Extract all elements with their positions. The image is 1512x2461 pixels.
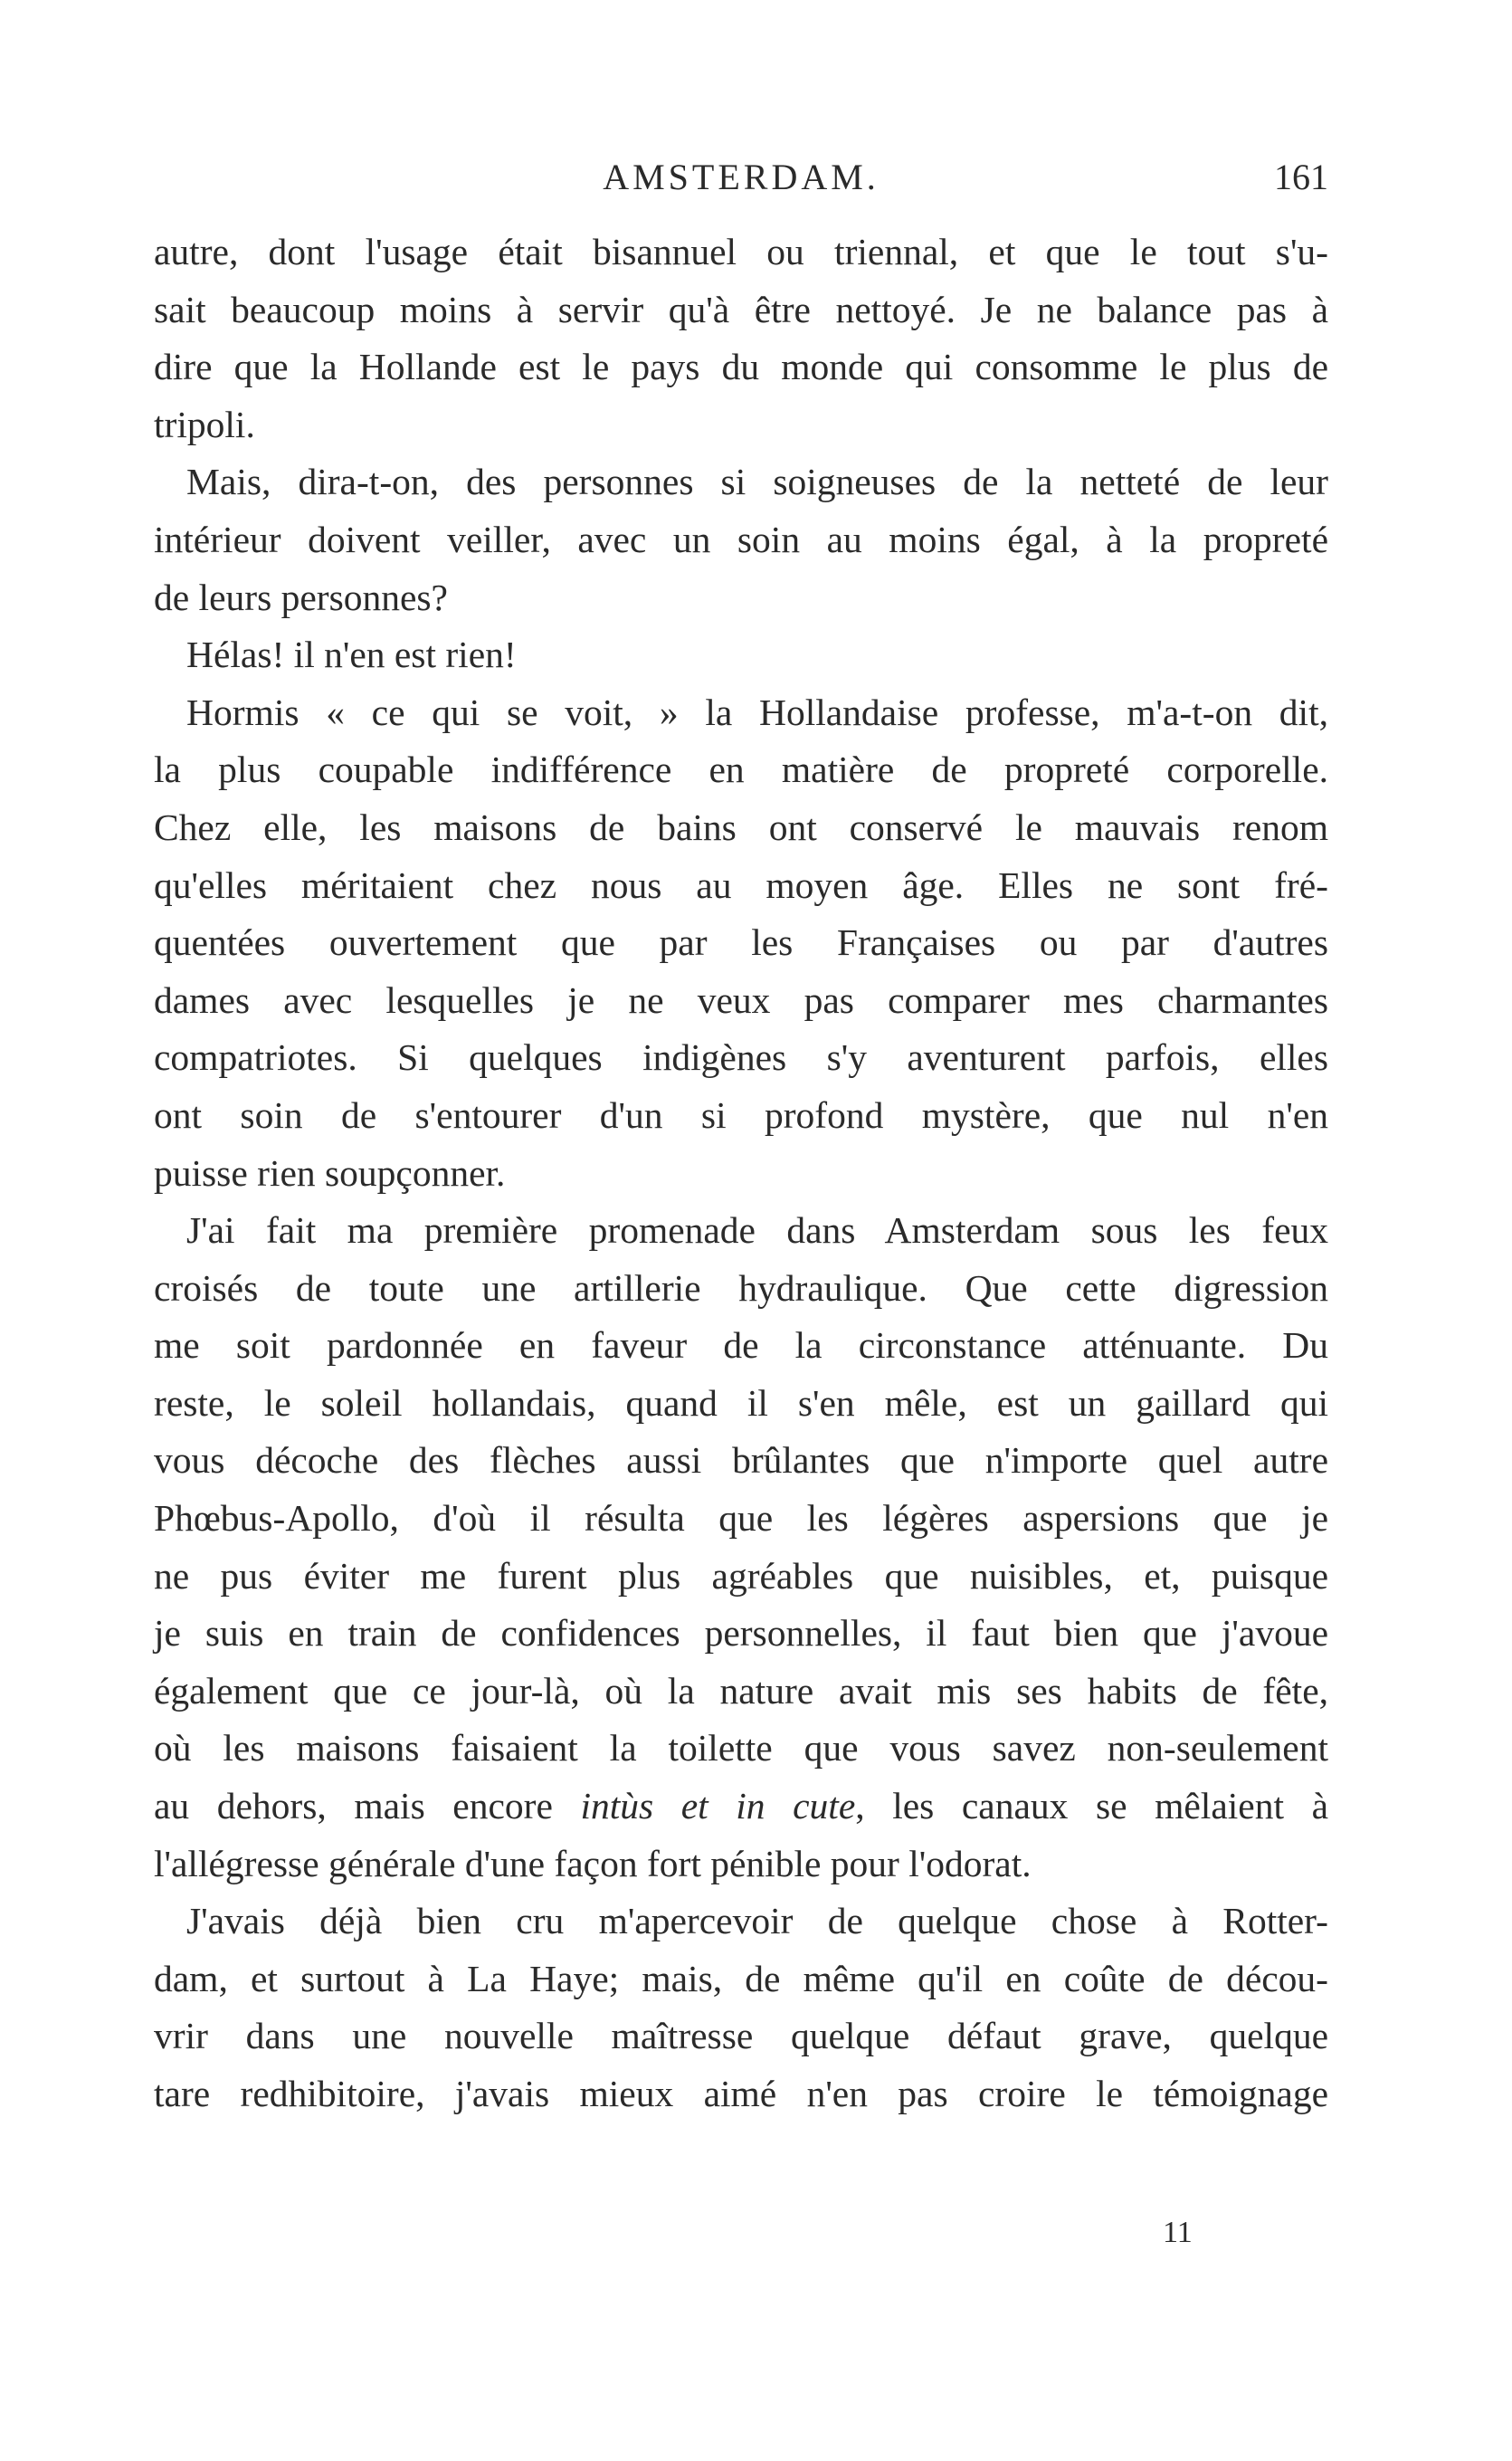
text-line: dam, et surtout à La Haye; mais, de même qu'il en coûte de décou- [154,1957,1328,1999]
text-line: l'allégresse générale d'une façon fort pénible pour l'odorat. [154,1842,1032,1884]
text-line: autre, dont l'usage était bisannuel ou triennal, et que le tout s'u- [154,231,1328,272]
running-head [154,156,1328,210]
text-line: puisse rien soupçonner. [154,1151,506,1194]
text-line: la plus coupable indifférence en matière de propreté corporelle. [154,749,1328,791]
text-line: intérieur doivent veiller, avec un soin au moins égal, à la propreté [154,518,1328,560]
text-line: Hormis « ce qui se voit, » la Hollandaise professe, m'a-t-on dit, [186,691,1328,733]
text-line: vrir dans une nouvelle maîtresse quelque défaut grave, quelque [154,2015,1328,2057]
text-line: quentées ouvertement que par les Françaises ou par d'autres [154,921,1328,964]
text-line: reste, le soleil hollandais, quand il s'en mêle, est un gaillard qui [154,1381,1328,1424]
page-number: 161 [1274,157,1328,197]
text-line: sait beaucoup moins à servir qu'à être nettoyé. Je ne balance pas à [154,288,1328,330]
text-line: Mais, dira-t-on, des personnes si soigneuses de la netteté de leur [186,461,1328,503]
text-line: au dehors, mais encore intùs et in cute, les canaux se mêlaient à [154,1785,1328,1827]
text-line: de leurs personnes? [154,576,448,618]
text-line: compatriotes. Si quelques indigènes s'y aventurent parfois, elles [154,1036,1328,1079]
text-line: où les maisons faisaient la toilette que vous savez non-seulement [154,1727,1328,1769]
body-text [154,224,1328,2123]
text-line: Chez elle, les maisons de bains ont conservé le mauvais renom [154,806,1328,848]
text-line: Hélas! il n'en est rien! [186,634,517,676]
text-line: qu'elles méritaient chez nous au moyen âge. Elles ne sont fré- [154,863,1328,906]
text-line: ne pus éviter me furent plus agréables que nuisibles, et, puisque [154,1554,1328,1597]
text-line: me soit pardonnée en faveur de la circonstance atténuante. Du [154,1324,1328,1367]
text-line: J'ai fait ma première promenade dans Amsterdam sous les feux [186,1209,1328,1252]
text-line: croisés de toute une artillerie hydraulique. Que cette digression [154,1266,1328,1309]
text-line: ont soin de s'entourer d'un si profond mystère, que nul n'en [154,1093,1328,1136]
text-line: dames avec lesquelles je ne veux pas comparer mes charmantes [154,978,1328,1021]
text-line: dire que la Hollande est le pays du monde qui consomme le plus de [154,346,1328,388]
running-title: AMSTERDAM. [603,157,880,197]
text-line: tripoli. [154,403,255,445]
text-line: je suis en train de confidences personnelles, il faut bien que j'avoue [154,1612,1328,1655]
signature-mark: 11 [1163,2216,1193,2249]
text-line: vous décoche des flèches aussi brûlantes que n'importe quel autre [154,1439,1328,1482]
latin-phrase: intùs et in cute [580,1785,856,1827]
text-line: également que ce jour-là, où la nature avait mis ses habits de fête, [154,1669,1328,1712]
text-line: Phœbus-Apollo, d'où il résulta que les légères aspersions que je [154,1497,1328,1540]
text-line: tare redhibitoire, j'avais mieux aimé n'en pas croire le témoignage [154,2073,1328,2114]
text-line: J'avais déjà bien cru m'apercevoir de quelque chose à Rotter- [186,1900,1328,1942]
